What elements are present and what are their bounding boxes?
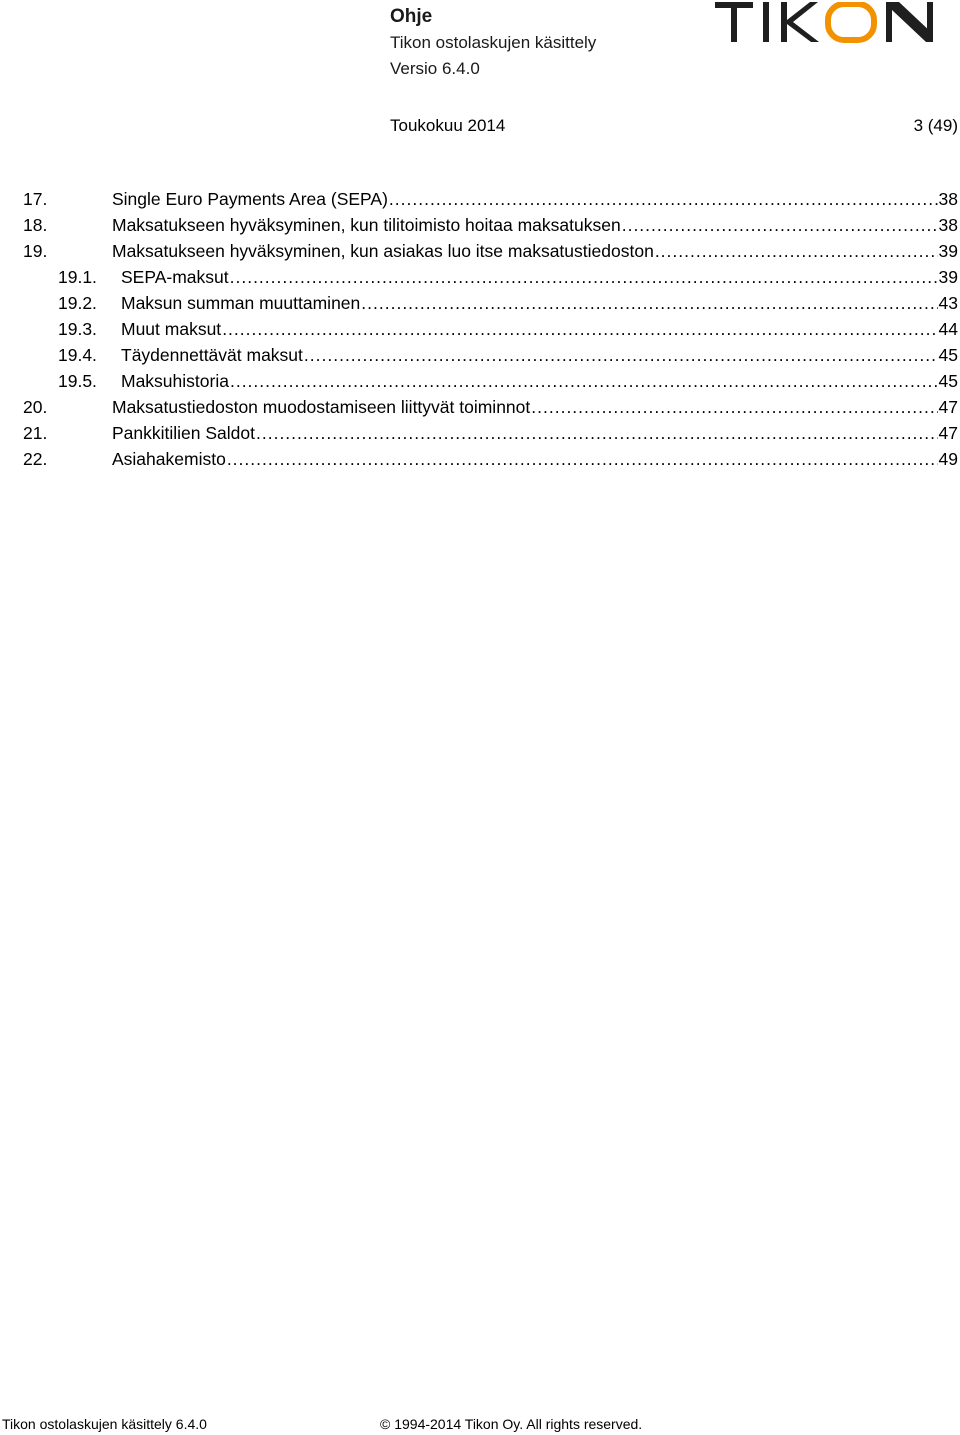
toc-leader-dots: [361, 290, 937, 316]
toc-entry-number: 22.: [23, 449, 48, 469]
toc-entry[interactable]: [23, 420, 958, 446]
toc-leader-dots: [622, 212, 938, 238]
toc-entry-page: 49: [938, 449, 958, 469]
toc-leader-dots: [256, 420, 938, 446]
toc-entry-number: 20.: [23, 397, 48, 417]
toc-entry-number: 18.: [23, 215, 48, 235]
toc-leader-dots: [230, 368, 938, 394]
toc-entry-page: 39: [938, 241, 958, 261]
toc-entry[interactable]: [23, 238, 958, 264]
toc-entry-page: 45: [938, 371, 958, 391]
toc-entry-page: 44: [938, 319, 958, 339]
toc-entry-number: 19.2.: [58, 293, 97, 313]
toc-entry-number: 19.5.: [58, 371, 97, 391]
toc-subentry[interactable]: [23, 264, 958, 290]
toc-entry-title: SEPA-maksut: [121, 267, 229, 287]
toc-leader-dots: [531, 394, 937, 420]
doc-type-title: Ohje: [390, 6, 433, 27]
toc-entry-title: Täydennettävät maksut: [121, 345, 303, 365]
toc-entry[interactable]: [23, 446, 958, 472]
toc-entry-number: 21.: [23, 423, 48, 443]
doc-version: Versio 6.4.0: [390, 59, 480, 78]
toc-entry-title: Maksatukseen hyväksyminen, kun tilitoimisto hoitaa maksatuksen: [112, 215, 621, 235]
toc-subentry[interactable]: [23, 316, 958, 342]
toc-subentry[interactable]: [23, 290, 958, 316]
toc-entry-title: Single Euro Payments Area (SEPA): [112, 189, 388, 209]
toc-entry-page: 38: [938, 189, 958, 209]
toc-leader-dots: [222, 316, 937, 342]
toc-entry-number: 19.4.: [58, 345, 97, 365]
page-number: 3 (49): [913, 116, 958, 135]
toc-entry-page: 45: [938, 345, 958, 365]
toc-entry-title: Maksatukseen hyväksyminen, kun asiakas luo itse maksatustiedoston: [112, 241, 654, 261]
toc-entry-page: 47: [938, 423, 958, 443]
toc-entry-title: Maksuhistoria: [121, 371, 229, 391]
toc-entry-number: 19.3.: [58, 319, 97, 339]
toc-entry-number: 19.1.: [58, 267, 97, 287]
toc-leader-dots: [655, 238, 938, 264]
header-block: [390, 4, 596, 82]
toc-entry[interactable]: [23, 186, 958, 212]
toc-subentry[interactable]: [23, 342, 958, 368]
toc-subentry[interactable]: [23, 368, 958, 394]
toc-entry-page: 47: [938, 397, 958, 417]
toc-leader-dots: [304, 342, 938, 368]
table-of-contents: [23, 186, 958, 472]
toc-entry-page: 43: [938, 293, 958, 313]
toc-entry-title: Asiahakemisto: [112, 449, 226, 469]
toc-entry-number: 19.: [23, 241, 48, 261]
doc-date: Toukokuu 2014: [390, 116, 506, 135]
toc-entry-title: Maksun summan muuttaminen: [121, 293, 361, 313]
footer-doc-name: Tikon ostolaskujen käsittely 6.4.0: [2, 1416, 207, 1432]
tikon-logo: [715, 2, 940, 44]
toc-leader-dots: [230, 264, 938, 290]
toc-entry[interactable]: [23, 394, 958, 420]
toc-entry-number: 17.: [23, 189, 48, 209]
toc-entry-page: 39: [938, 267, 958, 287]
toc-entry[interactable]: [23, 212, 958, 238]
toc-entry-title: Maksatustiedoston muodostamiseen liittyvät toiminnot: [112, 397, 531, 417]
toc-entry-title: Pankkitilien Saldot: [112, 423, 255, 443]
doc-subtitle: Tikon ostolaskujen käsittely: [390, 33, 597, 52]
toc-leader-dots: [227, 446, 938, 472]
toc-leader-dots: [389, 186, 938, 212]
footer-copyright: © 1994-2014 Tikon Oy. All rights reserved.: [380, 1416, 643, 1432]
toc-entry-title: Muut maksut: [121, 319, 222, 339]
toc-entry-page: 38: [938, 215, 958, 235]
